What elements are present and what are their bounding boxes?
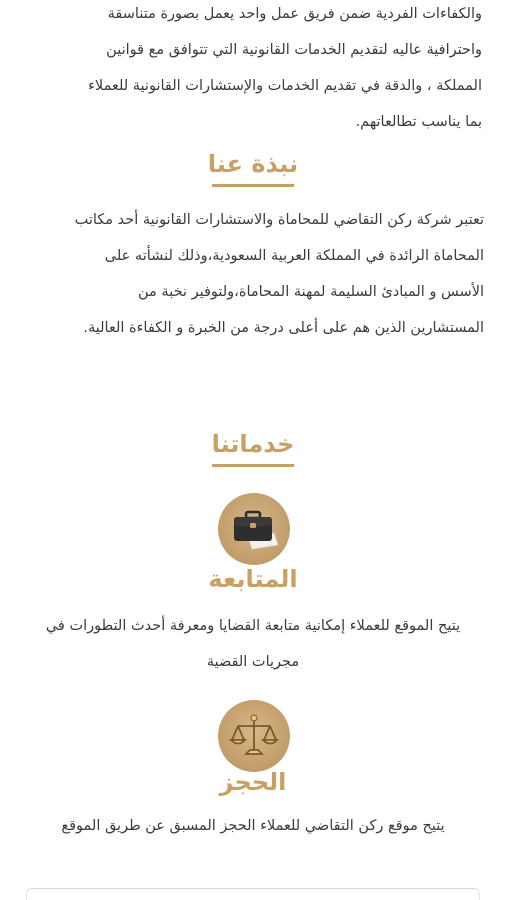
intro-line: بما يناسب تطالعاتهم. bbox=[355, 114, 482, 130]
services-heading bbox=[0, 430, 506, 467]
about-line: تعتبر شركة ركن التقاضي للمحاماة والاستشارات القانونية أحد مكاتب bbox=[74, 212, 484, 228]
services-heading-text: خدماتنا bbox=[211, 430, 295, 458]
about-line: الأسس و المبادئ السليمة لمهنة المحاماة،ولتوفير نخبة من bbox=[138, 284, 484, 300]
service-desc-line: مجريات القضية bbox=[206, 654, 300, 670]
briefcase-icon[interactable] bbox=[218, 493, 290, 565]
about-heading-underline bbox=[212, 184, 294, 187]
intro-line: المملكة ، والدقة في تقديم الخدمات والإستشارات القانونية للعملاء bbox=[88, 78, 482, 94]
intro-paragraph bbox=[12, 0, 482, 140]
service-description-follow-up bbox=[14, 608, 492, 680]
about-heading bbox=[0, 150, 506, 187]
about-line: المحاماة الرائدة في المملكة العربية السعودية،وذلك لنشأته على bbox=[104, 248, 484, 264]
scales-icon[interactable] bbox=[218, 700, 290, 772]
bottom-card-edge bbox=[26, 888, 480, 900]
briefcase-icon-graphic bbox=[218, 493, 290, 565]
service-description-booking bbox=[14, 808, 492, 844]
about-heading-text: نبذة عنا bbox=[207, 150, 299, 178]
about-line: المستشارين الذين هم على أعلى درجة من الخبرة و الكفاءة العالية. bbox=[83, 320, 484, 336]
service-title-booking: الحجز bbox=[219, 768, 287, 796]
intro-line: والكفاءات الفردية ضمن فريق عمل واحد يعمل بصورة متناسقة bbox=[107, 6, 482, 22]
scales-icon-graphic bbox=[218, 700, 290, 772]
service-desc-line: يتيح موقع ركن التقاضي للعملاء الحجز المسبق عن طريق الموقع bbox=[61, 818, 445, 834]
services-heading-underline bbox=[212, 464, 294, 467]
intro-line: واحترافية عاليه لتقديم الخدمات القانونية التي تتوافق مع قوانين bbox=[106, 42, 482, 58]
service-desc-line: يتيح الموقع للعملاء إمكانية متابعة القضايا ومعرفة أحدث التطورات في bbox=[45, 618, 461, 634]
about-paragraph bbox=[14, 202, 484, 346]
service-title-follow-up: المتابعة bbox=[208, 565, 298, 593]
